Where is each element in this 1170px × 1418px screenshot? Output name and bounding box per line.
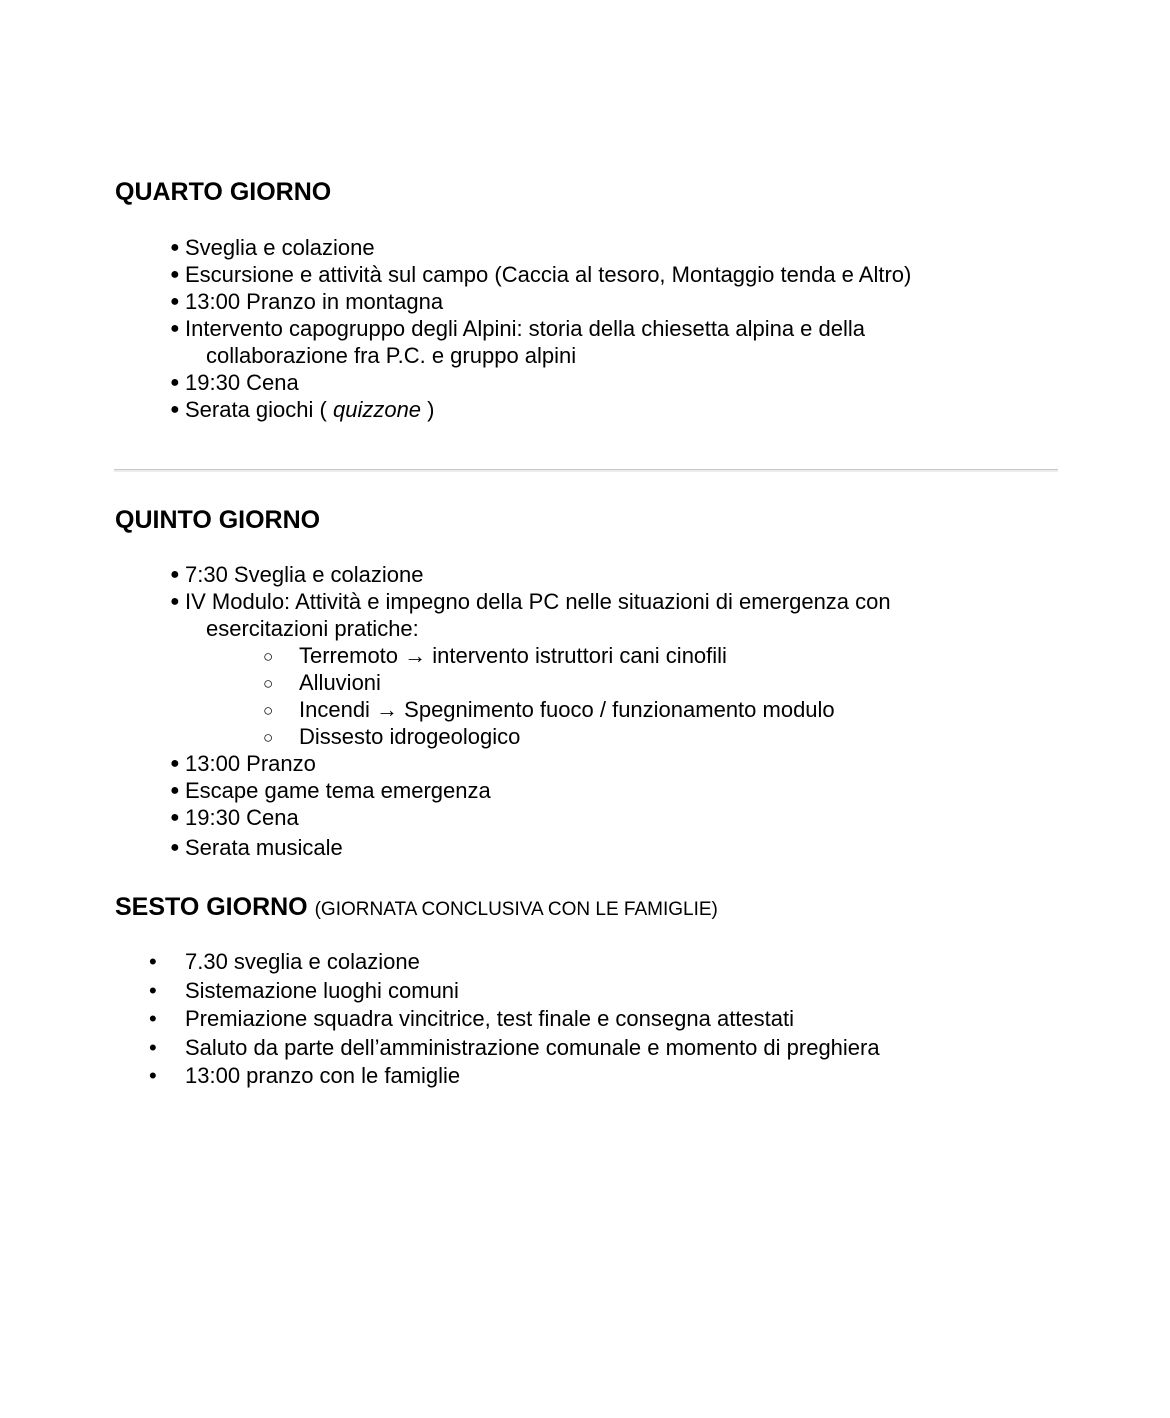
bullet-icon: ● [170,266,180,283]
list-item: ● 13:00 Pranzo [170,751,316,776]
list-item: ● IV Modulo: Attività e impegno della PC nelle situazioni di emergenza con esercitazioni pratiche: ○ Terremoto → intervento istruttori cani cinofili ○ Alluvioni ○ Incendi → Spegnimento fuoco / funzionamento modulo ○ Dissesto idrogeologico [170,589,891,749]
bullet-icon: ● [170,782,180,799]
list-item: ● 19:30 Cena [170,805,299,830]
day5-sublist [185,642,891,750]
circle-bullet-icon: ○ [263,728,274,747]
day5-list [170,561,891,861]
day5-heading [115,505,320,535]
list-item: • 7.30 sveglia e colazione [116,948,880,977]
list-item: ● 7:30 Sveglia e colazione [170,562,424,587]
list-item: ● 19:30 Cena [170,370,299,395]
list-item: • Premiazione squadra vincitrice, test finale e consegna attestati [116,1005,880,1034]
bullet-icon: ● [170,320,180,337]
day5-title: QUINTO GIORNO [115,506,321,534]
bullet-icon: ● [170,755,180,772]
list-item: ● Escape game tema emergenza [170,778,491,803]
circle-bullet-icon: ○ [263,701,274,720]
list-item: • Saluto da parte dell’amministrazione comunale e momento di preghiera [116,1034,880,1063]
bullet-icon: ● [170,293,180,310]
list-item: ● Escursione e attività sul campo (Caccia al tesoro, Montaggio tenda e Altro) [170,262,912,287]
list-item: ● Sveglia e colazione [170,235,375,260]
sub-list-item: ○ Dissesto idrogeologico [263,724,521,749]
sub-list-item: ○ Terremoto → intervento istruttori cani cinofili [263,643,727,668]
day6-list [116,948,880,1091]
day4-heading [115,177,331,207]
bullet-icon: ● [170,566,180,583]
circle-bullet-icon: ○ [263,674,274,693]
list-item: ● Serata giochi ( quizzone ) [170,397,435,422]
day6-title: SESTO GIORNO [115,893,308,921]
day6-heading [115,892,718,925]
bullet-icon: • [149,1034,157,1060]
day6-subtitle: (GIORNATA CONCLUSIVA CON LE FAMIGLIE) [314,899,718,920]
circle-bullet-icon: ○ [263,647,274,666]
day4-title: QUARTO GIORNO [115,178,332,206]
day4-list [170,234,911,423]
sub-list-item: ○ Incendi → Spegnimento fuoco / funzionamento modulo [263,697,835,722]
bullet-icon: ● [170,401,180,418]
list-item: ● Intervento capogruppo degli Alpini: storia della chiesetta alpina e della collaborazione fra P.C. e gruppo alpini [170,316,866,368]
bullet-icon: • [149,1063,157,1088]
list-item: ● 13:00 Pranzo in montagna [170,289,444,314]
list-item: • Sistemazione luoghi comuni [116,977,880,1006]
bullet-icon: ● [170,239,180,256]
bullet-icon: • [149,1006,157,1031]
bullet-icon: • [149,949,157,974]
bullet-icon: • [149,977,157,1003]
list-item: • 13:00 pranzo con le famiglie [116,1062,880,1091]
sub-list-item: ○ Alluvioni [263,670,381,695]
bullet-icon: ● [170,374,180,391]
list-item: ● Serata musicale [170,835,343,860]
bullet-icon: ● [170,809,180,826]
section-divider [114,469,1058,472]
bullet-icon: ● [170,593,180,610]
bullet-icon: ● [170,839,180,856]
